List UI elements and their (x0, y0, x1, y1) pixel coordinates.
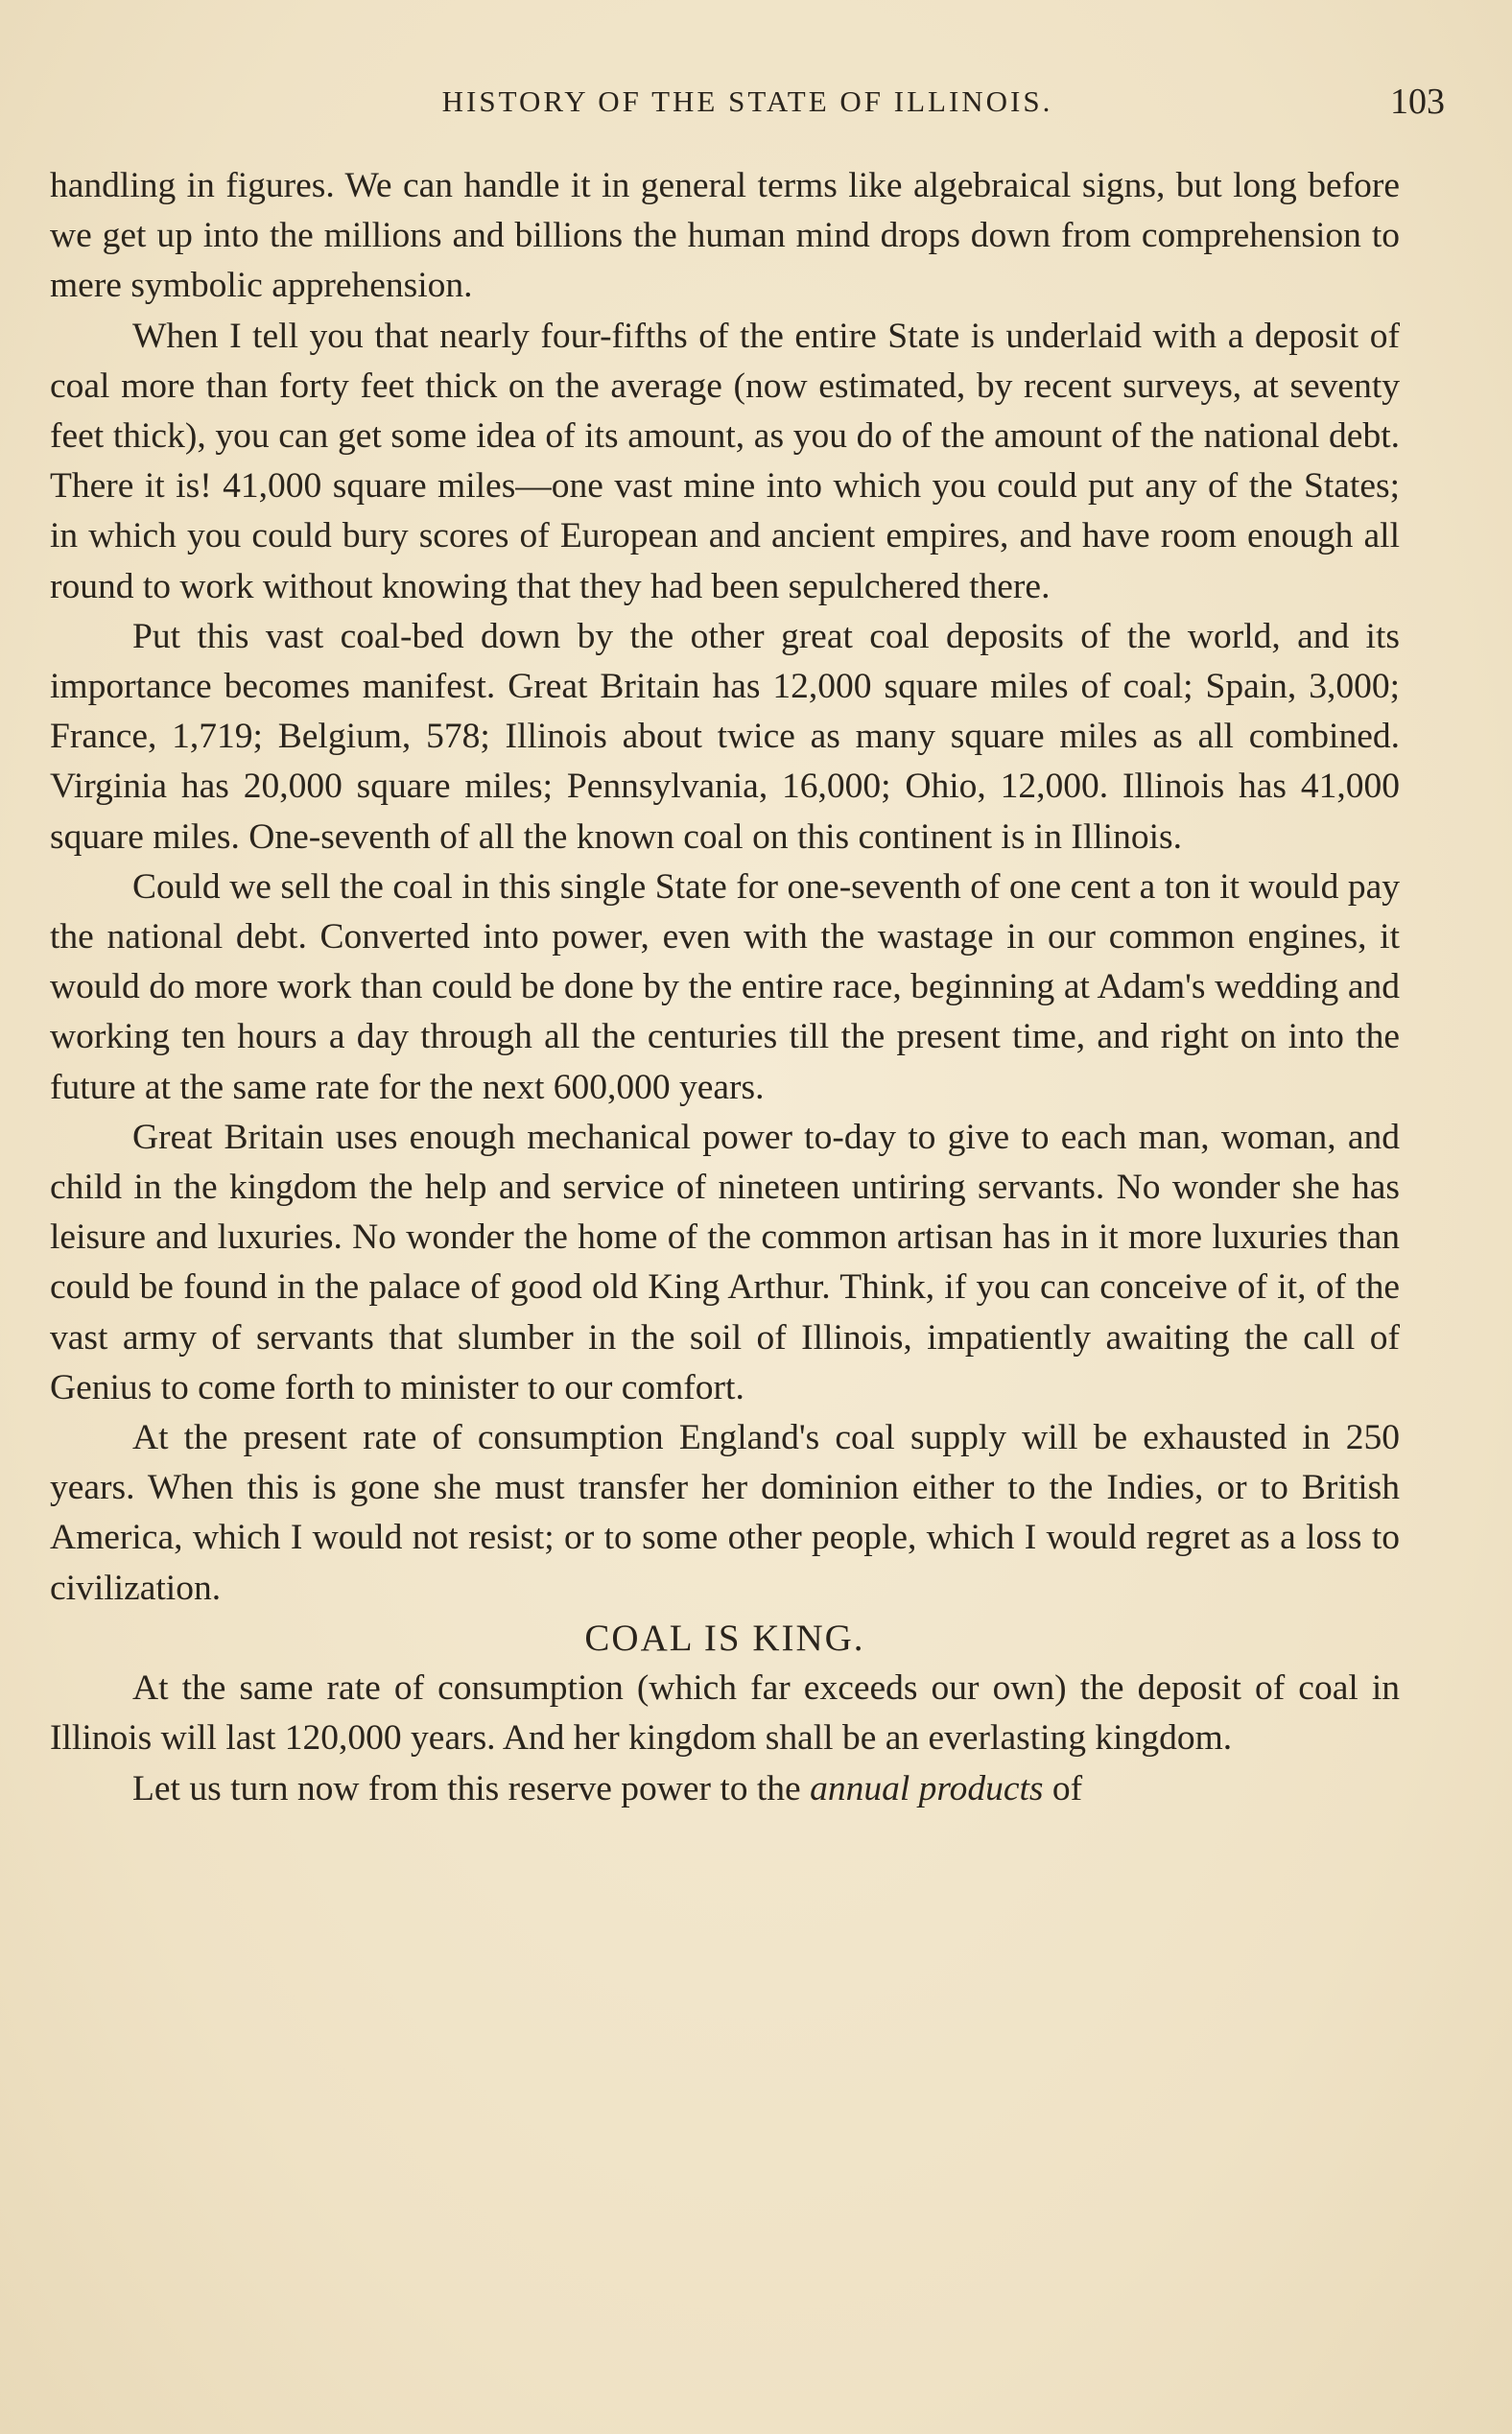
paragraph-mechanical-power: Great Britain uses enough mechanical power to-day to give to each man, woman, and child in the kingdom the help and service of nineteen untiring servants. No wonder she has leisure and luxuries. No wonder the home of the common artisan has in it more luxuries than could be found in the palace of good old King Arthur. Think, if you can conceive of it, of the vast army of servants that slumber in the soil of Illinois, impatiently awaiting the call of Genius to come forth to minister to our comfort. (50, 1117, 1400, 1407)
body-text (50, 161, 1400, 1814)
section-heading: COAL IS KING. (584, 1617, 865, 1659)
paragraph-everlasting-kingdom: At the same rate of consumption (which far exceeds our own) the deposit of coal in Illinois will last 120,000 years. And her kingdom shall be an everlasting kingdom. (50, 1668, 1400, 1759)
paragraph-national-debt: Could we sell the coal in this single State for one-seventh of one cent a ton it would pay the national debt. Converted into power, even with the wastage in our common engines, it would do more work than could be done by the entire race, beginning at Adam's wedding and working ten hours a day through all the centuries till the present time, and right on into the future at the same rate for the next 600,000 years. (50, 866, 1400, 1107)
paragraph-annual-products-end: of (1043, 1768, 1083, 1808)
paragraph-annual-products-start: Let us turn now from this reserve power to the (132, 1768, 811, 1808)
paragraph-annual-products (50, 1764, 1400, 1814)
paragraph-england-supply: At the present rate of consumption England's coal supply will be exhausted in 250 years. When this is gone she must transfer her dominion either to the Indies, or to British America, which I would not resist; or to some other people, which I would regret as a loss to civilization. (50, 1418, 1400, 1608)
page-header (50, 81, 1445, 123)
paragraph-continued: handling in figures. We can handle it in general terms like algebraical signs, but long before we get up into the millions and billions the human mind drops down from comprehension to mere symbolic apprehension. (50, 166, 1400, 306)
paragraph-coal-deposit: When I tell you that nearly four-fifths of the entire State is underlaid with a deposit of coal more than forty feet thick on the average (now estimated, by recent surveys, at seventy feet thick), you can get some idea of its amount, as you do of the amount of the national debt. There it is! 41,000 square miles—one vast mine into which you could put any of the States; in which you could bury scores of European and ancient empires, and have room enough all round to work without knowing that they had been sepulchered there. (50, 316, 1400, 606)
running-title: HISTORY OF THE STATE OF ILLINOIS. (441, 84, 1053, 118)
page-number: 103 (1390, 82, 1445, 122)
annual-products-emphasis: annual products (810, 1768, 1044, 1808)
paragraph-coal-comparison: Put this vast coal-bed down by the other great coal deposits of the world, and its importance becomes manifest. Great Britain has 12,000 square miles of coal; Spain, 3,000; France, 1,719; Belgium, 578; Illinois about twice as many square miles as all combined. Virginia has 20,000 square miles; Pennsylvania, 16,000; Ohio, 12,000. Illinois has 41,000 square miles. One-seventh of all the known coal on this continent is in Illinois. (50, 616, 1400, 857)
